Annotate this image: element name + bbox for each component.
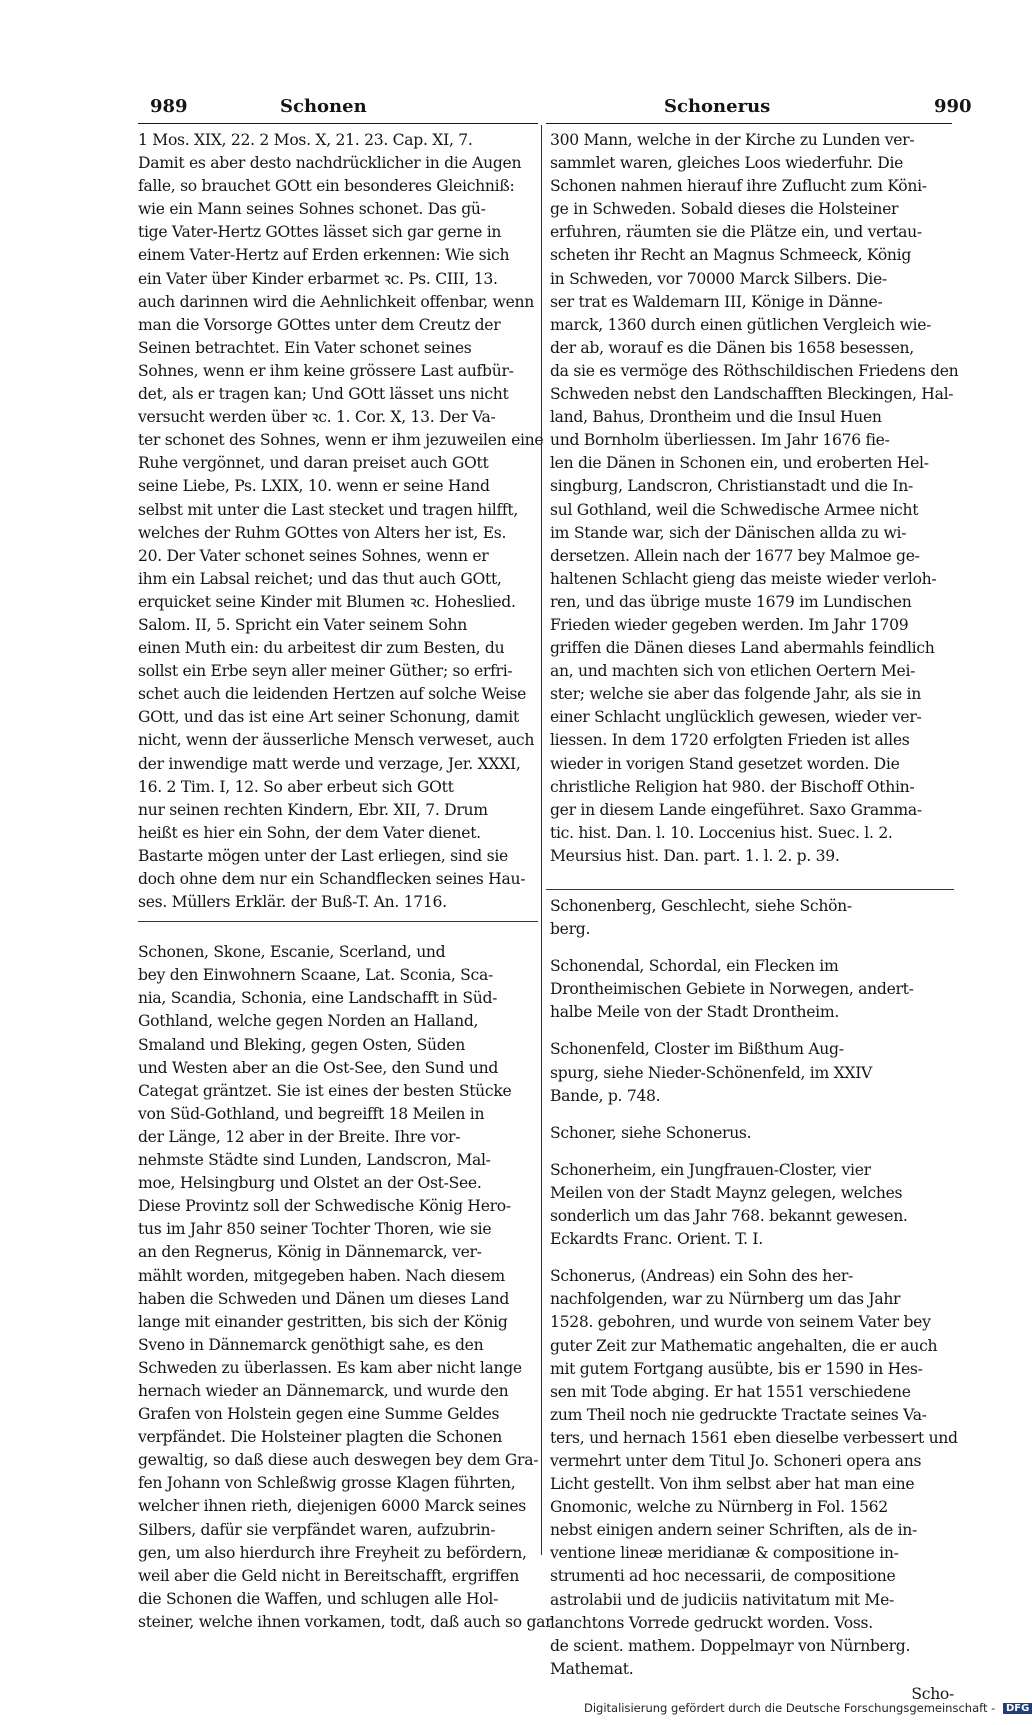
- text-line: wie ein Mann seines Sohnes schonet. Das gü-: [138, 200, 486, 219]
- text-line: 20. Der Vater schonet seines Sohnes, wenn er: [138, 546, 489, 565]
- text-line: ger in diesem Lande eingeführet. Saxo Gramma-: [550, 800, 922, 819]
- text-line: scheten ihr Recht an Magnus Schmeeck, König: [550, 246, 912, 265]
- text-line: Gnomonic, welche zu Nürnberg in Fol. 1562: [550, 1498, 888, 1517]
- text-line: der Länge, 12 aber in der Breite. Ihre vor-: [138, 1127, 461, 1146]
- dfg-logo: DFG: [1003, 1703, 1032, 1714]
- text-line: an den Regnerus, König in Dännemarck, ver-: [138, 1243, 482, 1262]
- text-line: Schonen, Skone, Escanie, Scerland, und: [138, 943, 446, 962]
- entry-schonerus: [550, 1265, 958, 1681]
- text-line: 1 Mos. XIX, 22. 2 Mos. X, 21. 23. Cap. XI, 7.: [138, 131, 473, 149]
- text-line: christliche Religion hat 980. der Bischoff Othin-: [550, 777, 915, 796]
- text-line: nicht, wenn der äusserliche Mensch verweset, auch: [138, 731, 535, 750]
- text-line: GOtt, und das ist eine Art seiner Schonung, damit: [138, 708, 519, 727]
- text-line: dersetzen. Allein nach der 1677 bey Malmoe ge-: [550, 546, 920, 565]
- text-line: der inwendige matt werde und verzage, Jer. XXXI,: [138, 754, 521, 773]
- text-line: guter Zeit zur Mathematic angehalten, die er auch: [550, 1336, 938, 1355]
- text-line: Schonerheim, ein Jungfrauen-Closter, vier: [550, 1160, 871, 1179]
- text-line: weil aber die Geld nicht in Bereitschafft, ergriffen: [138, 1566, 519, 1585]
- text-line: sul Gothland, weil die Schwedische Armee nicht: [550, 500, 919, 519]
- digitization-credit: [584, 1701, 1032, 1715]
- text-line: ein Vater über Kinder erbarmet ꝛc. Ps. CIII, 13.: [138, 269, 498, 288]
- text-line: hernach wieder an Dännemarck, und wurde den: [138, 1381, 509, 1400]
- text-line: nachfolgenden, war zu Nürnberg um das Jahr: [550, 1290, 901, 1309]
- text-line: Schonen nahmen hierauf ihre Zuflucht zum Köni-: [550, 177, 927, 196]
- text-line: nur seinen rechten Kindern, Ebr. XII, 7. Drum: [138, 800, 488, 819]
- paragraph-gap: [138, 914, 536, 941]
- left-column: [138, 129, 553, 1634]
- text-line: Schoner, siehe Schonerus.: [550, 1123, 752, 1142]
- text-line: Gothland, welche gegen Norden an Halland,: [138, 1012, 479, 1031]
- entry-schonendal: [550, 955, 954, 1024]
- text-line: Grafen von Holstein gegen eine Summe Geldes: [138, 1405, 500, 1424]
- right-entry-separator: [546, 889, 954, 890]
- text-line: griffen die Dänen dieses Land abermahls feindlich: [550, 639, 935, 658]
- text-line: von Süd-Gothland, und begreifft 18 Meilen in: [138, 1104, 485, 1123]
- text-line: sonderlich um das Jahr 768. bekannt gewesen.: [550, 1207, 908, 1226]
- text-line: tic. hist. Dan. l. 10. Loccenius hist. Suec. l. 2.: [550, 823, 893, 842]
- text-line: seine Liebe, Ps. LXIX, 10. wenn er seine Hand: [138, 477, 490, 496]
- text-line: nebst einigen andern seiner Schriften, als de in-: [550, 1521, 917, 1540]
- text-line: fen Johann von Schleßwig grosse Klagen führten,: [138, 1474, 516, 1493]
- text-line: wieder in vorigen Stand gesetzet worden. Die: [550, 754, 900, 773]
- text-line: Schonenfeld, Closter im Bißthum Aug-: [550, 1040, 844, 1059]
- right-running-title: Schonerus: [664, 96, 771, 117]
- right-paragraph-continuation: [550, 129, 959, 868]
- text-line: bey den Einwohnern Scaane, Lat. Sconia, Sca-: [138, 966, 493, 985]
- text-line: nia, Scandia, Schonia, eine Landschafft in Süd-: [138, 989, 498, 1008]
- text-line: zum Theil noch nie gedruckte Tractate seines Va-: [550, 1405, 927, 1424]
- text-line: Seinen betrachtet. Ein Vater schonet seines: [138, 338, 472, 357]
- left-header-rule: [138, 123, 538, 124]
- text-line: Schonendal, Schordal, ein Flecken im: [550, 957, 839, 976]
- entry-schonerheim: [550, 1159, 954, 1251]
- text-line: ser trat es Waldemarn III, Könige in Dänne-: [550, 292, 883, 311]
- text-line: Bastarte mögen unter der Last erliegen, sind sie: [138, 846, 508, 865]
- text-line: verpfändet. Die Holsteiner plagten die Schonen: [138, 1428, 503, 1447]
- text-line: selbst mit unter die Last stecket und tragen hilfft,: [138, 500, 519, 519]
- text-line: auch darinnen wird die Aehnlichkeit offenbar, wenn: [138, 292, 535, 311]
- left-page-number: 989: [150, 96, 188, 117]
- text-line: berg.: [550, 920, 591, 939]
- text-line: Sohnes, wenn er ihm keine grössere Last aufbür-: [138, 361, 514, 380]
- paragraph-gap: [550, 1108, 954, 1122]
- text-line: Salom. II, 5. Spricht ein Vater seinem Sohn: [138, 615, 467, 634]
- entry-schoner: [550, 1122, 954, 1145]
- text-line: einer Schlacht unglücklich gewesen, wieder ver-: [550, 708, 922, 727]
- text-line: spurg, siehe Nieder-Schönenfeld, im XXIV: [550, 1063, 873, 1082]
- catchword: Scho-: [911, 1684, 954, 1703]
- text-line: Meursius hist. Dan. part. 1. l. 2. p. 39.: [550, 846, 840, 865]
- text-line: 16. 2 Tim. I, 12. So aber erbeut sich GOtt: [138, 777, 454, 796]
- credit-text: Digitalisierung gefördert durch die Deutsche Forschungsgemeinschaft -: [584, 1701, 996, 1715]
- text-line: strumenti ad hoc necessarii, de compositione: [550, 1567, 896, 1586]
- text-line: Smaland und Bleking, gegen Osten, Süden: [138, 1035, 466, 1054]
- text-line: welcher ihnen rieth, diejenigen 6000 Marck seines: [138, 1497, 526, 1516]
- text-line: liessen. In dem 1720 erfolgten Frieden ist alles: [550, 731, 910, 750]
- text-line: singburg, Landscron, Christianstadt und die In-: [550, 477, 913, 496]
- left-paragraph-continuation: [138, 129, 544, 914]
- text-line: Frieden wieder gegeben werden. Im Jahr 1709: [550, 615, 909, 634]
- text-line: sen mit Tode abging. Er hat 1551 verschiedene: [550, 1382, 911, 1401]
- text-line: ters, und hernach 1561 eben dieselbe verbessert und: [550, 1428, 958, 1447]
- text-line: steiner, welche ihnen vorkamen, todt, daß auch so gar: [138, 1612, 553, 1631]
- paragraph-gap: [550, 1145, 954, 1159]
- text-line: Damit es aber desto nachdrücklicher in die Augen: [138, 154, 522, 173]
- right-column: [550, 129, 959, 1706]
- text-line: man die Vorsorge GOttes unter dem Creutz der: [138, 315, 501, 334]
- text-line: versucht werden über ꝛc. 1. Cor. X, 13. Der Va-: [138, 408, 496, 427]
- text-line: Sveno in Dännemarck genöthigt sahe, es den: [138, 1335, 484, 1354]
- text-line: marck, 1360 durch einen gütlichen Vergleich wie-: [550, 315, 932, 334]
- column-separator: [541, 125, 542, 1555]
- text-line: Mathemat.: [550, 1659, 634, 1678]
- text-line: in Schweden, vor 70000 Marck Silbers. Die-: [550, 269, 887, 288]
- text-line: erquicket seine Kinder mit Blumen ꝛc. Hoheslied.: [138, 592, 516, 611]
- text-line: Eckardts Franc. Orient. T. I.: [550, 1230, 763, 1249]
- text-line: und Westen aber an die Ost-See, den Sund und: [138, 1058, 499, 1077]
- text-line: sammlet waren, gleiches Loos wiederfuhr. Die: [550, 154, 904, 173]
- paragraph-gap: [550, 1024, 954, 1038]
- text-line: ren, und das übrige muste 1679 im Lundischen: [550, 592, 912, 611]
- text-line: 300 Mann, welche in der Kirche zu Lunden ver-: [550, 131, 915, 149]
- text-line: ses. Müllers Erklär. der Buß-T. An. 1716.: [138, 893, 447, 912]
- text-line: mählt worden, mitgegeben haben. Nach diesem: [138, 1266, 505, 1285]
- text-line: schet auch die leidenden Hertzen auf solche Weise: [138, 685, 527, 704]
- text-line: astrolabii und de judiciis nativitatum mit Me-: [550, 1590, 894, 1609]
- text-line: da sie es vermöge des Röthschildischen Friedens den: [550, 361, 959, 380]
- text-line: falle, so brauchet GOtt ein besonderes Gleichniß:: [138, 177, 515, 196]
- right-page-number: 990: [934, 96, 972, 117]
- text-line: tus im Jahr 850 seiner Tochter Thoren, wie sie: [138, 1220, 492, 1239]
- text-line: lange mit einander gestritten, bis sich der König: [138, 1312, 508, 1331]
- paragraph-gap: [550, 1251, 954, 1265]
- entry-schonen: [138, 941, 553, 1634]
- entry-schonenberg: [550, 895, 954, 941]
- text-line: ge in Schweden. Sobald dieses die Holsteiner: [550, 200, 899, 219]
- text-line: lanchtons Vorrede gedruckt worden. Voss.: [550, 1613, 873, 1632]
- text-line: gen, um also hierdurch ihre Freyheit zu befördern,: [138, 1543, 527, 1562]
- text-line: Meilen von der Stadt Maynz gelegen, welches: [550, 1183, 903, 1202]
- text-line: doch ohne dem nur ein Schandflecken seines Hau-: [138, 870, 526, 888]
- text-line: ihm ein Labsal reichet; und das thut auch GOtt,: [138, 569, 502, 588]
- text-line: heißt es hier ein Sohn, der dem Vater dienet.: [138, 823, 481, 842]
- text-line: erfuhren, räumten sie die Plätze ein, und vertau-: [550, 223, 922, 242]
- text-line: sollst ein Erbe seyn aller meiner Güther; so erfri-: [138, 662, 513, 681]
- text-line: nehmste Städte sind Lunden, Landscron, Mal-: [138, 1151, 491, 1170]
- text-line: an, und machten sich von etlichen Oertern Mei-: [550, 662, 916, 681]
- paragraph-gap: [550, 941, 954, 955]
- entry-schonenfeld: [550, 1038, 954, 1107]
- text-line: Schweden nebst den Landschafften Bleckingen, Hal-: [550, 385, 954, 404]
- text-line: haltenen Schlacht gieng das meiste wieder verloh-: [550, 569, 937, 588]
- text-line: Diese Provintz soll der Schwedische König Hero-: [138, 1197, 511, 1216]
- text-line: ventione lineæ meridianæ & compositione in-: [550, 1544, 899, 1563]
- text-line: haben die Schweden und Dänen um dieses Land: [138, 1289, 509, 1308]
- text-line: der ab, worauf es die Dänen bis 1658 besessen,: [550, 338, 914, 357]
- text-line: vermehrt unter dem Titul Jo. Schoneri opera ans: [550, 1451, 922, 1470]
- text-line: Drontheimischen Gebiete in Norwegen, andert-: [550, 980, 914, 999]
- text-line: det, als er tragen kan; Und GOtt lässet uns nicht: [138, 385, 509, 404]
- text-line: einem Vater-Hertz auf Erden erkennen: Wie sich: [138, 246, 510, 265]
- text-line: Categat gräntzet. Sie ist eines der besten Stücke: [138, 1081, 512, 1100]
- text-line: ter schonet des Sohnes, wenn er ihm jezuweilen eine: [138, 431, 544, 450]
- text-line: halbe Meile von der Stadt Drontheim.: [550, 1003, 839, 1022]
- text-line: im Stande war, sich der Dänischen allda zu wi-: [550, 523, 907, 542]
- text-line: land, Bahus, Drontheim und die Insul Huen: [550, 408, 882, 427]
- text-line: moe, Helsingburg und Olstet an der Ost-See.: [138, 1174, 482, 1193]
- paragraph-gap: [550, 868, 954, 895]
- text-line: Licht gestellt. Von ihm selbst aber hat man eine: [550, 1475, 915, 1494]
- text-line: Schweden zu überlassen. Es kam aber nicht lange: [138, 1358, 522, 1377]
- text-line: gewaltig, so daß diese auch deswegen bey dem Gra-: [138, 1451, 539, 1470]
- text-line: welches der Ruhm GOttes von Alters her ist, Es.: [138, 523, 507, 542]
- text-line: Silbers, dafür sie verpfändet waren, aufzubrin-: [138, 1520, 496, 1539]
- text-line: mit gutem Fortgang ausübte, bis er 1590 in Hes-: [550, 1359, 923, 1378]
- text-line: len die Dänen in Schonen ein, und eroberten Hel-: [550, 454, 929, 473]
- left-running-title: Schonen: [280, 96, 367, 117]
- text-line: einen Muth ein: du arbeitest dir zum Besten, du: [138, 639, 505, 658]
- text-line: Bande, p. 748.: [550, 1086, 661, 1105]
- left-entry-separator: [138, 921, 538, 922]
- text-line: de scient. mathem. Doppelmayr von Nürnberg.: [550, 1636, 911, 1655]
- text-line: tige Vater-Hertz GOttes lässet sich gar gerne in: [138, 223, 502, 242]
- text-line: Schonerus, (Andreas) ein Sohn des her-: [550, 1267, 854, 1286]
- text-line: 1528. gebohren, und wurde von seinem Vater bey: [550, 1313, 931, 1332]
- text-line: ster; welche sie aber das folgende Jahr, als sie in: [550, 685, 921, 704]
- text-line: Ruhe vergönnet, und daran preiset auch GOtt: [138, 454, 489, 473]
- right-header-rule: [546, 123, 952, 124]
- text-line: die Schonen die Waffen, und schlugen alle Hol-: [138, 1589, 499, 1608]
- text-line: und Bornholm überliessen. Im Jahr 1676 fie-: [550, 431, 890, 450]
- text-line: Schonenberg, Geschlecht, siehe Schön-: [550, 897, 852, 915]
